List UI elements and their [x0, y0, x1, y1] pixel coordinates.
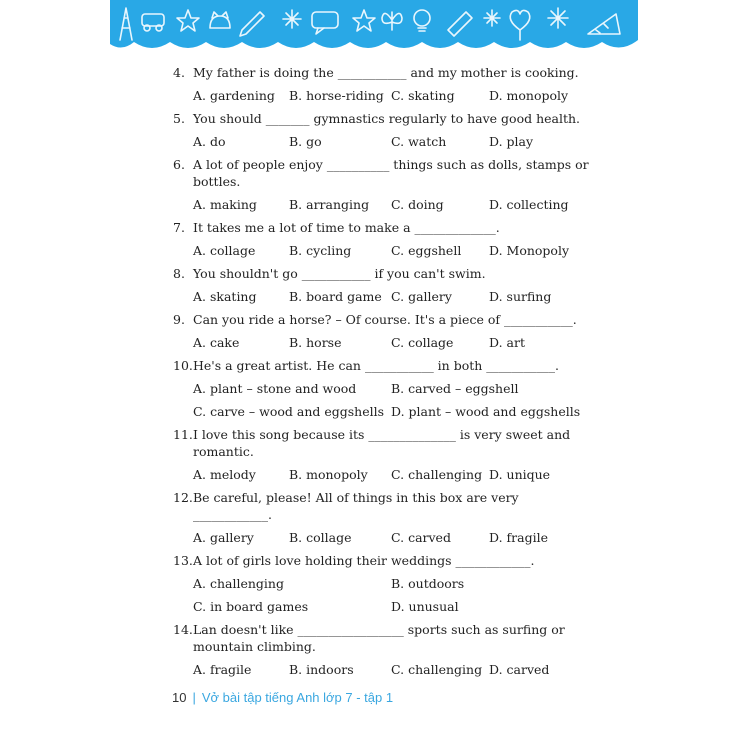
options-row	[173, 403, 593, 420]
question-text: I love this song because its ______________ is very sweet and romantic.	[193, 427, 571, 459]
answer-option[interactable]: D. play	[489, 134, 534, 149]
question-text: Lan doesn't like _________________ sports such as surfing or mountain climbing.	[193, 622, 565, 654]
answer-option[interactable]: C. in board games	[193, 599, 309, 614]
book-title: Vở bài tập tiếng Anh lớp 7 - tập 1	[201, 690, 394, 705]
question-text: He's a great artist. He can ___________ in both ___________.	[193, 358, 559, 373]
question	[173, 552, 593, 569]
banner-graphic	[110, 0, 638, 58]
answer-option[interactable]: C. challenging	[391, 467, 483, 482]
answer-option[interactable]: D. art	[489, 335, 525, 350]
options-row	[173, 334, 593, 351]
answer-option[interactable]: C. challenging	[391, 662, 483, 677]
options-row	[173, 133, 593, 150]
question-number: 10.	[173, 358, 193, 373]
question	[173, 219, 593, 236]
answer-option[interactable]: A. challenging	[193, 576, 284, 591]
answer-option[interactable]: D. collecting	[489, 197, 569, 212]
answer-option[interactable]: B. collage	[289, 530, 352, 545]
question	[173, 64, 593, 81]
answer-option[interactable]: C. carved	[391, 530, 451, 545]
options-row	[173, 288, 593, 305]
answer-option[interactable]: D. unique	[489, 467, 551, 482]
answer-option[interactable]: C. carve – wood and eggshells	[193, 404, 385, 419]
answer-option[interactable]: D. Monopoly	[489, 243, 570, 258]
question-number: 6.	[173, 157, 185, 172]
question-number: 9.	[173, 312, 185, 327]
answer-option[interactable]: B. horse-riding	[289, 88, 384, 103]
question	[173, 311, 593, 328]
footer-separator: |	[192, 690, 196, 705]
snowflake-icon	[283, 10, 301, 28]
answer-option[interactable]: D. monopoly	[489, 88, 569, 103]
question-number: 13.	[173, 553, 193, 568]
answer-option[interactable]: C. gallery	[391, 289, 452, 304]
question-text: Be careful, please! All of things in this box are very ____________.	[193, 490, 519, 522]
answer-option[interactable]: A. making	[193, 197, 257, 212]
question-text: A lot of people enjoy __________ things such as dolls, stamps or bottles.	[193, 157, 589, 189]
answer-option[interactable]: A. do	[193, 134, 226, 149]
answer-option[interactable]: A. gardening	[193, 88, 275, 103]
answer-option[interactable]: C. collage	[391, 335, 454, 350]
answer-option[interactable]: C. doing	[391, 197, 444, 212]
snowflake-icon	[548, 8, 568, 28]
exercise-list	[173, 64, 593, 684]
answer-option[interactable]: B. monopoly	[289, 467, 368, 482]
question-text: It takes me a lot of time to make a _____________.	[193, 220, 500, 235]
options-row	[173, 598, 593, 615]
page-number: 10	[172, 690, 187, 705]
options-row	[173, 661, 593, 678]
answer-option[interactable]: B. carved – eggshell	[391, 381, 519, 396]
answer-option[interactable]: A. skating	[193, 289, 257, 304]
answer-option[interactable]: B. horse	[289, 335, 342, 350]
answer-option[interactable]: C. watch	[391, 134, 447, 149]
answer-option[interactable]: A. fragile	[193, 662, 252, 677]
answer-option[interactable]: A. melody	[193, 467, 256, 482]
answer-option[interactable]: B. outdoors	[391, 576, 465, 591]
question-text: You should _______ gymnastics regularly to have good health.	[193, 111, 581, 126]
answer-option[interactable]: B. board game	[289, 289, 382, 304]
answer-option[interactable]: B. go	[289, 134, 322, 149]
options-row	[173, 466, 593, 483]
answer-option[interactable]: A. cake	[193, 335, 240, 350]
options-row	[173, 87, 593, 104]
answer-option[interactable]: D. surfing	[489, 289, 552, 304]
question-text: My father is doing the ___________ and my mother is cooking.	[193, 65, 579, 80]
answer-option[interactable]: D. carved	[489, 662, 550, 677]
question-number: 5.	[173, 111, 185, 126]
question	[173, 426, 593, 460]
answer-option[interactable]: A. plant – stone and wood	[193, 381, 357, 396]
answer-option[interactable]: B. indoors	[289, 662, 354, 677]
answer-option[interactable]: D. fragile	[489, 530, 548, 545]
question	[173, 621, 593, 655]
answer-option[interactable]: B. arranging	[289, 197, 370, 212]
answer-option[interactable]: C. eggshell	[391, 243, 462, 258]
question	[173, 156, 593, 190]
question	[173, 489, 593, 523]
answer-option[interactable]: D. plant – wood and eggshells	[391, 404, 581, 419]
answer-option[interactable]: C. skating	[391, 88, 455, 103]
answer-option[interactable]: B. cycling	[289, 243, 352, 258]
options-row	[173, 575, 593, 592]
options-row	[173, 529, 593, 546]
page-footer	[172, 690, 393, 705]
question-text: A lot of girls love holding their weddings ____________.	[193, 553, 535, 568]
question-text: Can you ride a horse? – Of course. It's a piece of ___________.	[193, 312, 577, 327]
question-number: 8.	[173, 266, 185, 281]
question-number: 12.	[173, 490, 193, 505]
question	[173, 265, 593, 282]
options-row	[173, 196, 593, 213]
options-row	[173, 242, 593, 259]
question-number: 11.	[173, 427, 193, 442]
header-banner	[110, 0, 638, 58]
answer-option[interactable]: D. unusual	[391, 599, 459, 614]
options-row	[173, 380, 593, 397]
answer-option[interactable]: A. gallery	[193, 530, 254, 545]
question-text: You shouldn't go ___________ if you can't swim.	[193, 266, 486, 281]
answer-option[interactable]: A. collage	[193, 243, 256, 258]
question-number: 14.	[173, 622, 193, 637]
question-number: 7.	[173, 220, 185, 235]
question-number: 4.	[173, 65, 185, 80]
question	[173, 110, 593, 127]
question	[173, 357, 593, 374]
